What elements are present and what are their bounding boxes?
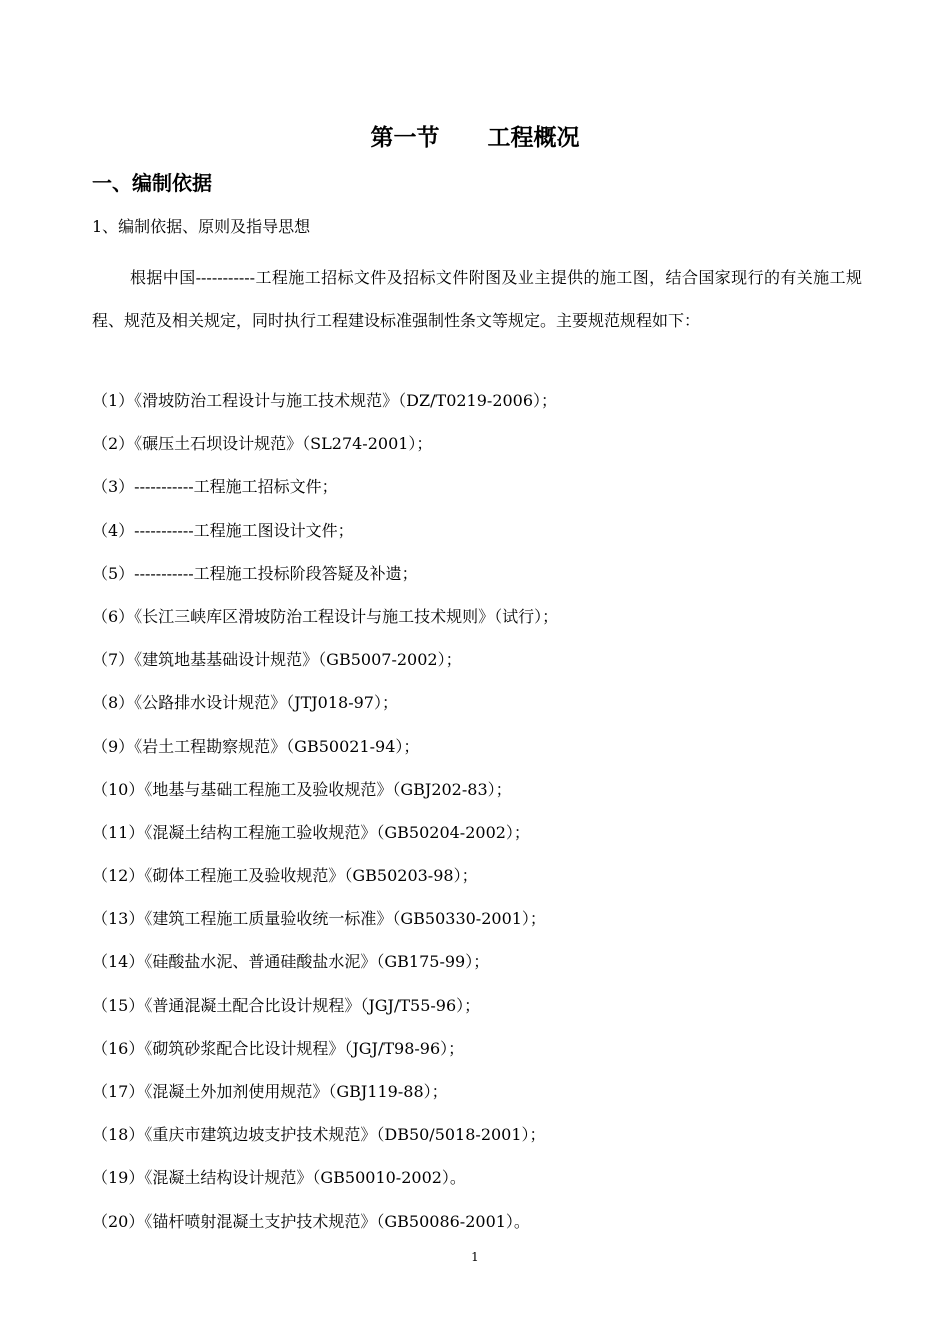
chapter-title: 第一节 工程概况	[370, 125, 580, 151]
reference-item: （11）《混凝土结构工程施工验收规范》（GB50204-2002）；	[92, 822, 530, 842]
reference-item: （12）《砌体工程施工及验收规范》（GB50203-98）；	[92, 866, 478, 886]
reference-item: （9）《岩土工程勘察规范》（GB50021-94）；	[92, 736, 420, 756]
reference-item: （7）《建筑地基基础设计规范》（GB5007-2002）；	[92, 650, 462, 670]
reference-item: （13）《建筑工程施工质量验收统一标准》（GB50330-2001）；	[92, 909, 546, 929]
sub-heading: 1、编制依据、原则及指导思想	[92, 217, 311, 236]
reference-item: （20）《锚杆喷射混凝土支护技术规范》（GB50086-2001）。	[92, 1211, 530, 1231]
reference-item: （19）《混凝土结构设计规范》（GB50010-2002）。	[92, 1168, 466, 1188]
page-number: 1	[471, 1250, 479, 1264]
reference-item: （10）《地基与基础工程施工及验收规范》（GBJ202-83）；	[92, 779, 512, 799]
reference-list	[92, 385, 558, 1249]
reference-item: （1）《滑坡防治工程设计与施工技术规范》（DZ/T0219-2006）；	[92, 391, 558, 410]
reference-item: （3）-----------工程施工招标文件；	[92, 477, 338, 497]
reference-item: （4）-----------工程施工图设计文件；	[92, 520, 354, 540]
reference-item: （16）《砌筑砂浆配合比设计规程》（JGJ/T98-96）；	[92, 1038, 465, 1058]
reference-item: （18）《重庆市建筑边坡支护技术规范》（DB50/5018-2001）；	[92, 1125, 546, 1145]
reference-item: （17）《混凝土外加剂使用规范》（GBJ119-88）；	[92, 1082, 448, 1101]
section-heading: 一、编制依据	[92, 171, 212, 195]
reference-item: （6）《长江三峡库区滑坡防治工程设计与施工技术规则》（试行）；	[92, 606, 559, 626]
reference-item: （2）《碾压土石坝设计规范》（SL274-2001）；	[92, 434, 433, 454]
reference-item: （5）-----------工程施工投标阶段答疑及补遗；	[92, 563, 418, 583]
intro-paragraph: 根据中国-----------工程施工招标文件及招标文件附图及业主提供的施工图，结合国家现行的有关施工规程、规范及相关规定，同时执行工程建设标准强制性条文等规定。主要规范规程如下：	[92, 268, 862, 330]
reference-item: （15）《普通混凝土配合比设计规程》（JGJ/T55-96）；	[92, 995, 481, 1015]
reference-item: （8）《公路排水设计规范》（JTJ018-97）；	[92, 693, 398, 713]
reference-item: （14）《硅酸盐水泥、普通硅酸盐水泥》（GB175-99）；	[92, 952, 490, 972]
